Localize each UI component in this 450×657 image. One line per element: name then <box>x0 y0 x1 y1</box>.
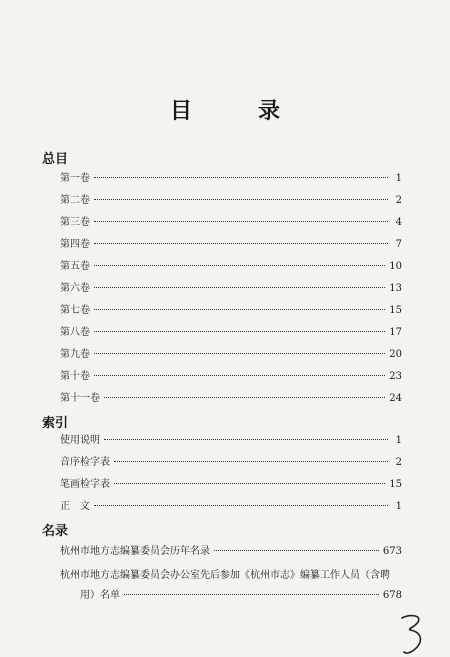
leader-dots <box>114 461 388 462</box>
page-title: 目 录 <box>169 99 302 124</box>
leader-dots <box>94 199 388 200</box>
toc-entry-page: 20 <box>389 349 402 360</box>
toc-entry-label: 第八卷 <box>60 327 90 338</box>
leader-dots <box>94 243 388 244</box>
leader-dots <box>114 483 385 484</box>
toc-entry-label: 用）名单 <box>80 590 120 601</box>
toc-entry-page: 10 <box>389 261 402 272</box>
toc-entry-label: 杭州市地方志编纂委员会历年名录 <box>60 546 210 557</box>
section-heading-roster: 名录 <box>42 524 69 539</box>
toc-entry[interactable] <box>60 348 402 362</box>
toc-entry-label: 第六卷 <box>60 283 90 294</box>
leader-dots <box>94 177 388 178</box>
toc-entry-label: 笔画检字表 <box>60 479 110 490</box>
section-heading-index: 索引 <box>42 416 69 431</box>
toc-entry[interactable] <box>60 304 402 318</box>
toc-entry-page: 7 <box>395 239 402 250</box>
toc-entry-label: 使用说明 <box>60 435 100 446</box>
toc-entry-page: 673 <box>382 546 402 557</box>
toc-entry[interactable] <box>60 194 402 208</box>
leader-dots <box>94 375 385 376</box>
toc-entry-page: 4 <box>395 217 402 228</box>
toc-entry-label: 第一卷 <box>60 173 90 184</box>
toc-entry-page: 15 <box>389 479 402 490</box>
toc-entry[interactable] <box>60 456 402 470</box>
toc-entry-label-line1[interactable]: 杭州市地方志编纂委员会办公室先后参加《杭州市志》编纂工作人员（含聘 <box>60 570 390 581</box>
toc-entry[interactable] <box>60 238 402 252</box>
handwritten-page-number-mark <box>396 612 430 656</box>
toc-entry[interactable] <box>80 589 402 603</box>
toc-entry-label: 第七卷 <box>60 305 90 316</box>
toc-entry[interactable] <box>60 370 402 384</box>
leader-dots <box>94 287 385 288</box>
toc-entry[interactable] <box>60 326 402 340</box>
leader-dots <box>94 265 385 266</box>
toc-entry-page: 1 <box>395 435 402 446</box>
toc-entry[interactable] <box>60 282 402 296</box>
toc-entry-page: 2 <box>395 457 402 468</box>
toc-entry-label: 第五卷 <box>60 261 90 272</box>
toc-entry[interactable] <box>60 545 402 559</box>
toc-entry[interactable] <box>60 216 402 230</box>
toc-entry-label: 第二卷 <box>60 195 90 206</box>
toc-entry-label: 音序检字表 <box>60 457 110 468</box>
leader-dots <box>94 221 388 222</box>
toc-entry[interactable] <box>60 172 402 186</box>
toc-entry[interactable] <box>60 500 402 514</box>
toc-entry[interactable] <box>60 260 402 274</box>
leader-dots <box>94 309 385 310</box>
leader-dots <box>94 331 385 332</box>
toc-entry-page: 1 <box>395 501 402 512</box>
toc-entry-label: 第十一卷 <box>60 393 100 404</box>
toc-entry-page: 17 <box>389 327 402 338</box>
toc-entry-label: 第三卷 <box>60 217 90 228</box>
leader-dots <box>214 550 379 551</box>
toc-entry-page: 13 <box>389 283 402 294</box>
toc-entry-label: 正 文 <box>60 501 90 512</box>
toc-entry-page: 2 <box>395 195 402 206</box>
toc-entry[interactable] <box>60 392 402 406</box>
leader-dots <box>94 505 388 506</box>
toc-entry-label: 第九卷 <box>60 349 90 360</box>
toc-entry-page: 15 <box>389 305 402 316</box>
leader-dots <box>104 397 385 398</box>
leader-dots <box>94 353 385 354</box>
toc-entry-page: 1 <box>395 173 402 184</box>
toc-entry-page: 24 <box>389 393 402 404</box>
toc-entry-label: 第四卷 <box>60 239 90 250</box>
toc-entry[interactable] <box>60 434 402 448</box>
toc-entry-page: 23 <box>389 371 402 382</box>
toc-entry-page: 678 <box>382 590 402 601</box>
toc-entry-label: 第十卷 <box>60 371 90 382</box>
toc-entry[interactable] <box>60 478 402 492</box>
section-heading-general: 总目 <box>42 152 69 167</box>
leader-dots <box>104 439 388 440</box>
leader-dots <box>124 594 379 595</box>
